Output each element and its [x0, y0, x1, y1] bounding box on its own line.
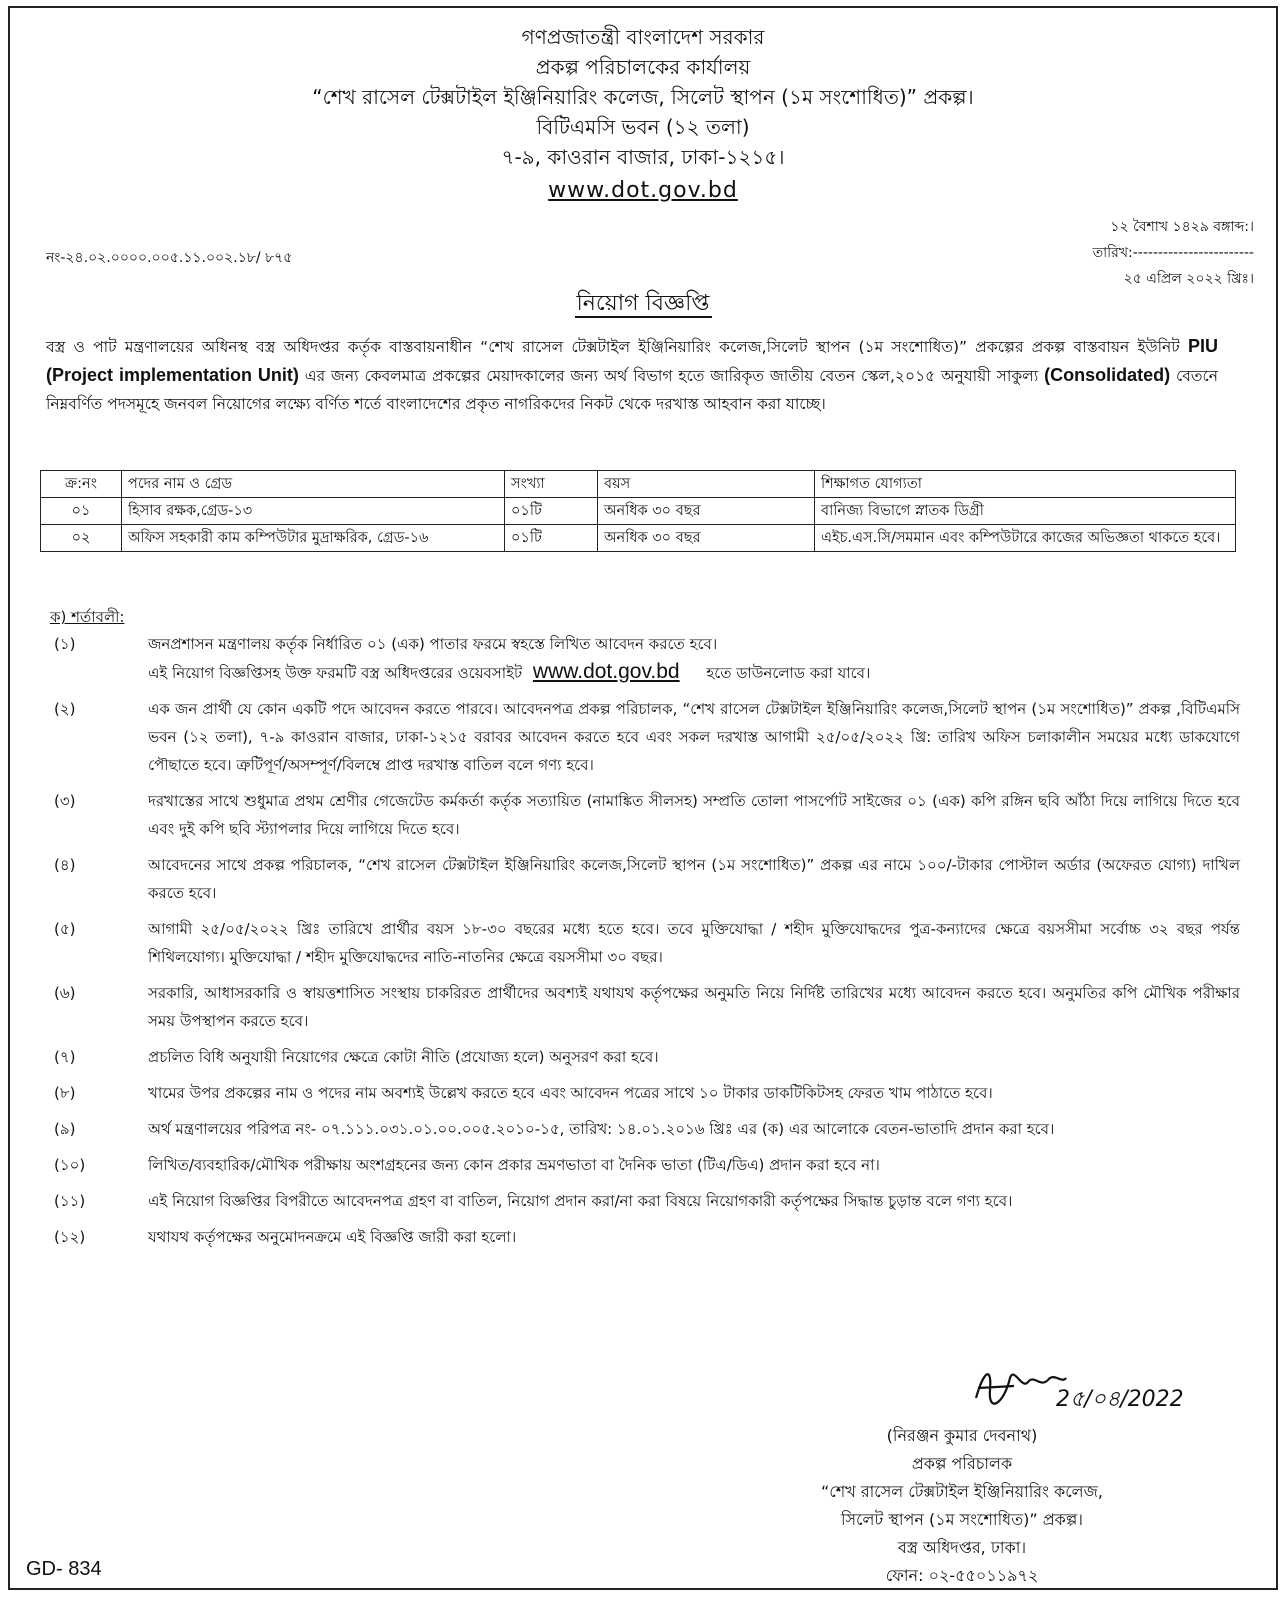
term-text: সরকারি, আধাসরকারি ও স্বায়ত্তশাসিত সংস্থায় চাকরিরত প্রার্থীদের অবশ্যই যথাযথ কর্তৃপক্ষের অনুমতি নিয়ে নির্দিষ্ট তারিখের মধ্যে আবেদন করতে হবে। অনুমতির কপি মৌখিক পরীক্ষার সময় উপস্থাপন করতে হবে।: [148, 984, 1240, 1030]
term-text: অর্থ মন্ত্রণালয়ের পরিপত্র নং- ০৭.১১১.০৩১.০১.০০.০০৫.২০১০-১৫, তারিখ: ১৪.০১.২০১৬ খ্রিঃ এর (ক) এর আলোকে বেতন-ভাতাদি প্রদান করা হবে।: [148, 1120, 1055, 1138]
term-number: (১১): [54, 1192, 86, 1210]
table-row: [41, 498, 1236, 525]
term-number: (৬): [54, 984, 76, 1002]
signatory-project-line2: সিলেট স্থাপন (১ম সংশোধিত)” প্রকল্প।: [840, 1510, 1084, 1529]
term-number: (৪): [54, 856, 76, 874]
term-item: [46, 1223, 1240, 1251]
term-text-continued: [148, 658, 1240, 687]
posts-table: [40, 470, 1236, 552]
notice-title-wrap: [10, 286, 1276, 323]
term-text: এই নিয়োগ বিজ্ঞপ্তির বিপরীতে আবেদনপত্র গ্রহণ বা বাতিল, নিয়োগ প্রদান করা/না করা বিষয়ে নিয়োগকারী কর্তৃপক্ষের সিদ্ধান্ত চুড়ান্ত বলে গণ্য হবে।: [148, 1192, 1013, 1210]
term-text: আগামী ২৫/০৫/২০২২ খ্রিঃ তারিখে প্রার্থীর বয়স ১৮-৩০ বছরের মধ্যে হতে হবে। তবে মুক্তিযোদ্ধা / শহীদ মুক্তিযোদ্ধদের পুত্র-কন্যাদের ক্ষেত্রে বয়সসীমা সর্বোচ্চ ৩২ বছর পর্যন্ত শিথিলযোগ্য। মুক্তিযোদ্ধা / শহীদ মুক্তিযোদ্ধদের নাতি-নাতনির ক্ষেত্রে বয়সসীমা ৩০ বছর।: [148, 920, 1240, 966]
gd-code: GD- 834: [26, 1558, 102, 1580]
term-item: [46, 630, 1240, 687]
term-text: জনপ্রশাসন মন্ত্রণালয় কর্তৃক নির্ধারিত ০১ (এক) পাতার ফরমে স্বহস্তে লিখিত আবেদন করতে হবে।: [148, 635, 718, 653]
date-gregorian: ২৫ এপ্রিল ২০২২ খ্রিঃ।: [1123, 271, 1254, 287]
term-item: [46, 915, 1240, 971]
terms-list: [46, 630, 1240, 1251]
intro-text-2: এর জন্য কেবলমাত্র প্রকল্পের মেয়াদকালের জন্য অর্থ বিভাগ হতে জারিকৃত জাতীয় বেতন স্কেল,২০১৫ অনুযায়ী সাকুল্য: [304, 367, 1039, 385]
term-text: আবেদনের সাথে প্রকল্প পরিচালক, “শেখ রাসেল টেক্সটাইল ইঞ্জিনিয়ারিং কলেজ,সিলেট স্থাপন (১ম সংশোধিত)” প্রকল্প এর নামে ১০০/-টাকার পোস্টাল অর্ডার (অফেরত যোগ্য) দাখিল করতে হবে।: [148, 856, 1240, 902]
col-serial: ক্র:নং: [41, 471, 122, 498]
term-text-part: হতে ডাউনলোড করা যাবে।: [706, 664, 871, 682]
term-number: (৮): [54, 1084, 76, 1102]
term-text: প্রচলিত বিধি অনুযায়ী নিয়োগের ক্ষেত্রে কোটা নীতি (প্রযোজ্য হলে) অনুসরণ করা হবে।: [148, 1048, 659, 1066]
office-name: প্রকল্প পরিচালকের কার্যালয়: [535, 55, 751, 79]
row-post: অফিস সহকারী কাম কম্পিউটার মুদ্রাক্ষরিক, গ্রেড-১৬: [122, 525, 505, 552]
term-item: [46, 1151, 1240, 1179]
government-name: গণপ্রজাতন্ত্রী বাংলাদেশ সরকার: [521, 25, 765, 49]
intro-text-1: বস্ত্র ও পাট মন্ত্রণালয়ের অধিনস্থ বস্ত্র অধিদপ্তর কর্তৃক বাস্তবায়নাধীন “শেখ রাসেল টেক্সটাইল ইঞ্জিনিয়ারিং কলেজ,সিলেট স্থাপন (১ম সংশোধিত)” প্রকল্পের প্রকল্প বাস্তবায়ন ইউনিট: [46, 338, 1180, 356]
date-label: তারিখ:------------------------: [1092, 245, 1254, 261]
table-header-row: [41, 471, 1236, 498]
signature-scribble: [976, 1374, 1066, 1403]
project-name: “শেখ রাসেল টেক্সটাইল ইঞ্জিনিয়ারিং কলেজ, সিলেট স্থাপন (১ম সংশোধিত)” প্রকল্প।: [312, 85, 974, 109]
term-text: যথাযথ কর্তৃপক্ষের অনুমোদনক্রমে এই বিজ্ঞপ্তি জারী করা হলো।: [148, 1228, 517, 1246]
memo-number: নং-২৪.০২.০০০০.০০৫.১১.০০২.১৮/ ৮৭৫: [46, 250, 293, 266]
signatory-phone: ফোন: ০২-৫৫০১১৯৭২: [885, 1566, 1039, 1585]
building-name: বিটিএমসি ভবন (১২ তলা): [536, 115, 750, 139]
col-count: সংখ্যা: [505, 471, 598, 498]
intro-piu: PIU (Project implementation Unit): [46, 336, 1218, 385]
notice-title: নিয়োগ বিজ্ঞপ্তি: [576, 291, 710, 316]
col-age: বয়স: [598, 471, 815, 498]
term-number: (৩): [54, 792, 76, 810]
row-age: অনধিক ৩০ বছর: [598, 525, 815, 552]
term-item: [46, 787, 1240, 843]
signatory-name: (নিরঞ্জন কুমার দেবনাথ): [886, 1426, 1038, 1445]
term-number: (৫): [54, 920, 76, 938]
term-item: [46, 1079, 1240, 1107]
row-count: ০১টি: [505, 525, 598, 552]
term-number: (৯): [54, 1120, 76, 1138]
term-number: (২): [54, 700, 76, 718]
signatory-office: বস্ত্র অধিদপ্তর, ঢাকা।: [897, 1538, 1027, 1557]
handwritten-signature: [970, 1360, 1238, 1412]
row-qualification: বানিজ্য বিভাগে স্নাতক ডিগ্রী: [815, 498, 1236, 525]
row-serial: ০২: [41, 525, 122, 552]
col-post: পদের নাম ও গ্রেড: [122, 471, 505, 498]
signatory-project-line1: “শেখ রাসেল টেক্সটাইল ইঞ্জিনিয়ারিং কলেজ,: [820, 1482, 1103, 1501]
table-row: [41, 525, 1236, 552]
term-item: [46, 851, 1240, 907]
notice-page: [8, 6, 1278, 1590]
term-text: খামের উপর প্রকল্পের নাম ও পদের নাম অবশ্যই উল্লেখ করতে হবে এবং আবেদন পত্রের সাথে ১০ টাকার ডাকটিকিটসহ ফেরত খাম পাঠাতে হবে।: [148, 1084, 993, 1102]
term-text: এক জন প্রার্থী যে কোন একটি পদে আবেদন করতে পারবে। আবেদনপত্র প্রকল্প পরিচালক, “শেখ রাসেল টেক্সটাইল ইঞ্জিনিয়ারিং কলেজ,সিলেট স্থাপন (১ম সংশোধিত)” প্রকল্প ,বিটিএমসি ভবন (১২ তলা), ৭-৯ কাওরান বাজার, ঢাকা-১২১৫ বরাবর আবেদন করতে হবে এবং সকল দরখাস্ত আগামী ২৫/০৫/২০২২ খ্রি: তারিখ অফিস চলাকালীন সময়ের মধ্যে ডাকযোগে পৌছাতে হবে। ত্রুটিপূর্ণ/অসম্পূর্ণ/বিলম্বে প্রাপ্ত দরখাস্ত বাতিল বলে গণ্য হবে।: [148, 700, 1240, 774]
office-address: ৭-৯, কাওরান বাজার, ঢাকা-১২১৫।: [501, 145, 785, 169]
term-item: [46, 695, 1240, 779]
row-age: অনধিক ৩০ বছর: [598, 498, 815, 525]
intro-paragraph: [46, 332, 1218, 418]
term-number: (৭): [54, 1048, 76, 1066]
term-text: দরখাস্তের সাথে শুধুমাত্র প্রথম শ্রেণীর গেজেটেড কর্মকর্তা কর্তৃক সত্যায়িত (নামাঙ্কিত সীলসহ) সম্প্রতি তোলা পাসর্পোট সাইজের ০১ (এক) কপি রঙ্গিন ছবি আঁঠা দিয়ে লাগিয়ে দিতে হবে এবং দুই কপি ছবি স্ট্যাপলার দিয়ে লাগিয়ে দিতে হবে।: [148, 792, 1240, 838]
term-number: (১): [54, 635, 76, 653]
row-post: হিসাব রক্ষক,গ্রেড-১৩: [122, 498, 505, 525]
term-number: (১২): [54, 1228, 86, 1246]
term-item: [46, 1115, 1240, 1143]
signature-date: 2৫/০৪/2022: [1056, 1387, 1184, 1412]
intro-consolidated: (Consolidated): [1044, 365, 1171, 385]
terms-heading: ক) শর্তাবলী:: [50, 608, 125, 626]
term-item: [46, 1187, 1240, 1215]
col-qualification: শিক্ষাগত যোগ্যতা: [815, 471, 1236, 498]
term-item: [46, 1043, 1240, 1071]
row-count: ০১টি: [505, 498, 598, 525]
website-link[interactable]: www.dot.gov.bd: [548, 178, 738, 203]
date-bangla: ১২ বৈশাখ ১৪২৯ বঙ্গাব্দ:।: [1110, 219, 1254, 235]
row-serial: ০১: [41, 498, 122, 525]
intro-text-3: বেতনে নিম্নবর্ণিত পদসমূহে জনবল নিয়োগের লক্ষ্যে বর্ণিত শর্তে বাংলাদেশের প্রকৃত নাগরিকদের নিকট থেকে দরখাস্ত আহবান করা যাচ্ছে।: [46, 367, 1218, 413]
term-text: লিখিত/ব্যবহারিক/মৌখিক পরীক্ষায় অংশগ্রহনের জন্য কোন প্রকার ভ্রমণভাতা বা দৈনিক ভাতা (টিএ/ডিএ) প্রদান করা হবে না।: [148, 1156, 880, 1174]
letterhead: [10, 8, 1276, 203]
signatory-designation: প্রকল্প পরিচালক: [911, 1454, 1013, 1473]
date-block: [1093, 214, 1254, 292]
row-qualification: এইচ.এস.সি/সমমান এবং কম্পিউটারে কাজের অভিজ্ঞতা থাকতে হবে।: [815, 525, 1236, 552]
website-link-inline[interactable]: www.dot.gov.bd: [532, 660, 680, 683]
term-text-part: এই নিয়োগ বিজ্ঞপ্তিসহ উক্ত ফরমটি বস্ত্র অধিদপ্তরের ওয়েবসাইট: [148, 664, 523, 682]
term-item: [46, 979, 1240, 1035]
signatory-block: [742, 1422, 1182, 1590]
term-number: (১০): [54, 1156, 86, 1174]
